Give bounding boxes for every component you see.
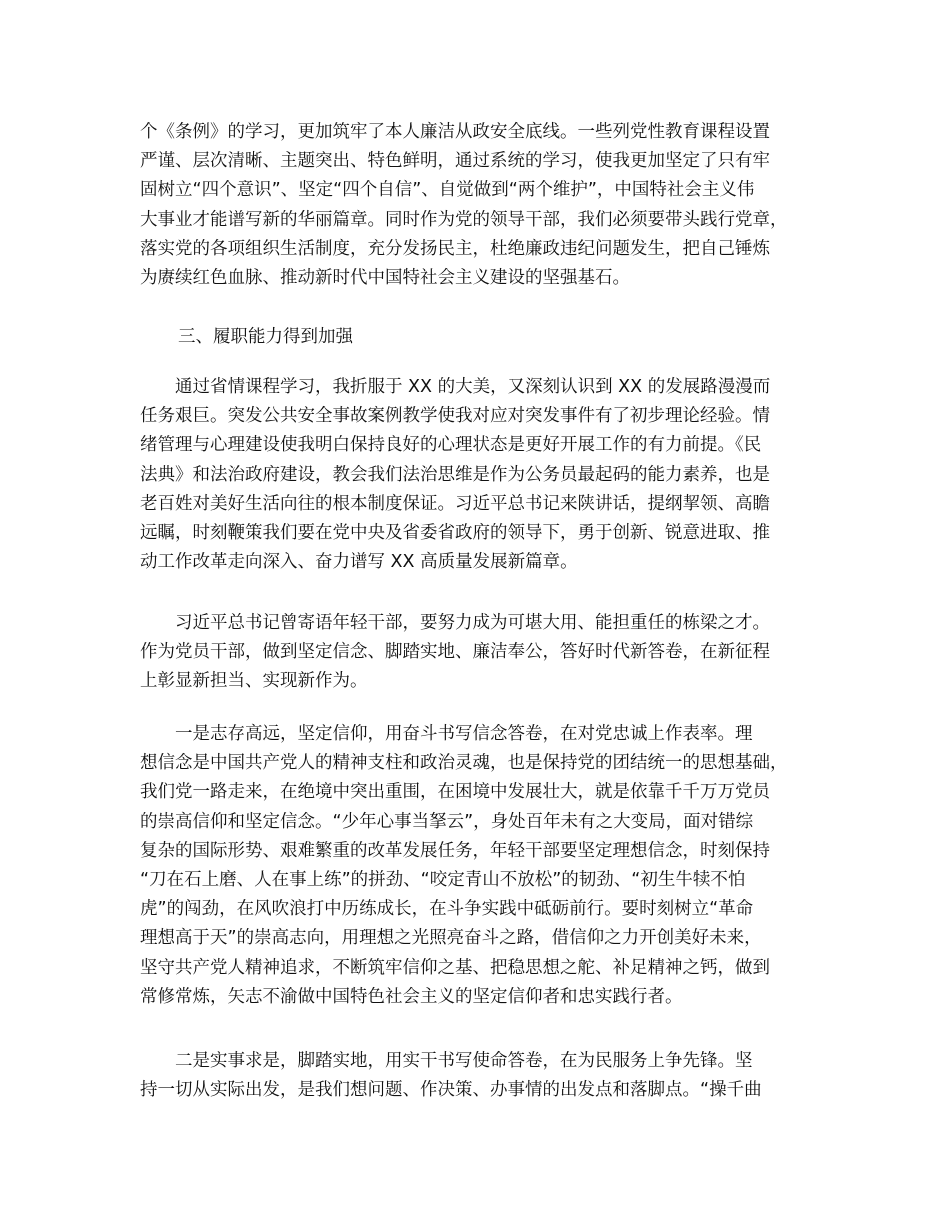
text-line: 个《条例》的学习，更加筑牢了本人廉洁从政安全底线。一些列党性教育课程设置 [140, 122, 770, 142]
text-line: 复杂的国际形势、艰难繁重的改革发展任务，年轻干部要坚定理想信念，时刻保持 [140, 840, 770, 861]
text-line: 为赓续红色血脉、推动新时代中国特社会主义建设的坚强基石。 [140, 267, 630, 288]
text-line: 严谨、层次清晰、主题突出、特色鲜明，通过系统的学习，使我更加坚定了只有牢 [140, 151, 770, 172]
text-line: 作为党员干部，做到坚定信念、脚踏实地、廉洁奉公，答好时代新答卷，在新征程 [140, 642, 770, 663]
paragraph-young-cadres [140, 609, 830, 697]
text-line: 上彰显新担当、实现新作为。 [140, 671, 368, 692]
text-line: 任务艰巨。突发公共安全事故案例教学使我对应对突发事件有了初步理论经验。情 [140, 406, 770, 427]
section-heading: 三、履职能力得到加强 [178, 327, 353, 347]
paragraph-point-two [140, 1047, 830, 1105]
text-line: 固树立“四个意识”、坚定“四个自信”、自觉做到“两个维护”，中国特社会主义伟 [140, 180, 755, 201]
text-line: 落实党的各项组织生活制度，充分发扬民主，杜绝廉政违纪问题发生，把自己锤炼 [140, 238, 770, 259]
text-line: 我们党一路走来，在绝境中突出重围，在困境中发展壮大，就是依靠千千万万党员 [140, 782, 770, 803]
paragraph-point-one [140, 720, 830, 1012]
paragraph-provincial-study [140, 373, 830, 577]
text-line: 习近平总书记曾寄语年轻干部，要努力成为可堪大用、能担重任的栋梁之才。 [140, 613, 770, 633]
text-line: “刀在石上磨、人在事上练”的拼劲、“咬定青山不放松”的韧劲、“初生牛犊不怕 [140, 869, 746, 890]
text-line: 老百姓对美好生活向往的根本制度保证。习近平总书记来陕讲话，提纲挈领、高瞻 [140, 493, 770, 514]
text-line: 一是志存高远，坚定信仰，用奋斗书写信念答卷，在对党忠诚上作表率。理 [140, 724, 753, 744]
text-line: 动工作改革走向深入、奋力谱写 XX 高质量发展新篇章。 [140, 552, 578, 573]
text-line: 二是实事求是，脚踏实地，用实干书写使命答卷，在为民服务上争先锋。坚 [140, 1051, 753, 1071]
text-line: 远瞩，时刻鞭策我们要在党中央及省委省政府的领导下，勇于创新、锐意进取、推 [140, 522, 770, 543]
text-line: 法典》和法治政府建设，教会我们法治思维是作为公务员最起码的能力素养，也是 [140, 464, 770, 485]
text-line: 理想高于天”的崇高志向，用理想之光照亮奋斗之路，借信仰之力开创美好未来， [140, 928, 762, 949]
text-line: 大事业才能谱写新的华丽篇章。同时作为党的领导干部，我们必须要带头践行党章， [140, 209, 788, 230]
text-line: 虎”的闯劲，在风吹浪打中历练成长，在斗争实践中砥砺前行。要时刻树立“革命 [140, 899, 754, 920]
text-line: 绪管理与心理建设使我明白保持良好的心理状态是更好开展工作的有力前提。《民 [140, 435, 762, 456]
text-line: 的崇高信仰和坚定信念。“少年心事当拏云”，身处百年未有之大变局，面对错综 [140, 811, 754, 832]
text-line: 坚守共产党人精神追求，不断筑牢信仰之基、把稳思想之舵、补足精神之钙，做到 [140, 957, 770, 978]
text-line: 通过省情课程学习，我折服于 XX 的大美，又深刻认识到 XX 的发展路漫漫而 [140, 377, 771, 397]
paragraph-party-discipline [140, 118, 830, 293]
text-line: 想信念是中国共产党人的精神支柱和政治灵魂，也是保持党的团结统一的思想基础， [140, 753, 788, 774]
text-line: 持一切从实际出发，是我们想问题、作决策、办事情的出发点和落脚点。“操千曲 [140, 1080, 762, 1101]
text-line: 常修常炼，矢志不渝做中国特色社会主义的坚定信仰者和忠实践行者。 [140, 986, 683, 1007]
